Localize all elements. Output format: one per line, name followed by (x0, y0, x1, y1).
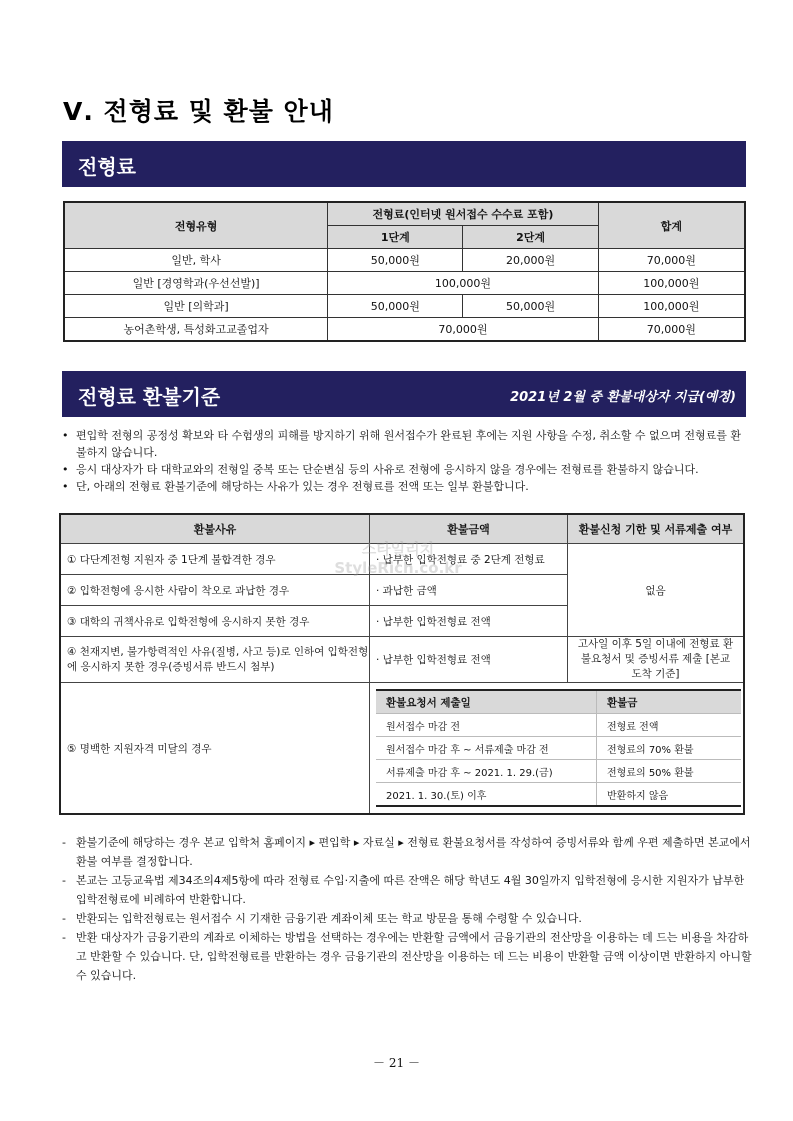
table-row (64, 318, 745, 342)
header-type: 전형유형 (64, 202, 328, 249)
dash-symbol: - (62, 912, 66, 925)
cell-deadline-none: 없음 (568, 544, 745, 637)
cell-reason: ③ 대학의 귀책사유로 입학전형에 응시하지 못한 경우 (60, 606, 370, 637)
table-row (376, 714, 741, 737)
table-row (60, 637, 744, 683)
refund-section-banner (62, 371, 746, 417)
list-item-text: 반환 대상자가 금융기관의 계좌로 이체하는 방법을 선택하는 경우에는 반환할 금액에서 금융기관의 전산망을 이용하는 데 드는 비용을 차감하고 반환할 수 있습니다. 단, 입학전형료를 반환하는 경우 금융기관의 전산망을 이용하는 데 드는 비용이 반환할 금액 이상이면 반환하지 아니할 수 있습니다. (76, 931, 752, 982)
cell-stage2: 50,000원 (463, 295, 598, 318)
list-item (62, 909, 752, 928)
cell-stage1: 50,000원 (328, 295, 463, 318)
list-item (62, 871, 752, 909)
cell-type: 농어촌학생, 특성화고교졸업자 (64, 318, 328, 342)
table-row (64, 295, 745, 318)
list-item-text: 응시 대상자가 타 대학교와의 전형일 중복 또는 단순변심 등의 사유로 전형에 응시하지 않을 경우에는 전형료를 환불하지 않습니다. (76, 463, 699, 476)
table-header-row (60, 514, 744, 544)
cell-amount: · 납부한 입학전형료 중 2단계 전형료 (370, 544, 568, 575)
cell-refund: 반환하지 않음 (597, 783, 742, 807)
refund-policy-list (62, 427, 742, 495)
cell-total: 100,000원 (598, 295, 745, 318)
cell-request-date: 서류제출 마감 후 ~ 2021. 1. 29.(금) (376, 760, 597, 783)
cell-request-date: 원서접수 마감 후 ~ 서류제출 마감 전 (376, 737, 597, 760)
header-stage1: 1단계 (328, 226, 463, 249)
cell-total: 70,000원 (598, 249, 745, 272)
cell-reason: ④ 천재지변, 불가항력적인 사유(질병, 사고 등)로 인하여 입학전형에 응시하지 못한 경우(증빙서류 반드시 첨부) (60, 637, 370, 683)
watermark-line2: StyleRich.co.kr (334, 559, 462, 577)
list-item-text: 본교는 고등교육법 제34조의4제5항에 따라 전형료 수입·지출에 따른 잔액은 해당 학년도 4월 30일까지 입학전형에 응시한 지원자가 납부한 입학전형료에 비례하여 반환합니다. (76, 874, 745, 906)
cell-reason: ⑤ 명백한 지원자격 미달의 경우 (60, 683, 370, 815)
fee-section-title: 전형료 (78, 155, 136, 179)
cell-reason: ① 다단계전형 지원자 중 1단계 불합격한 경우 (60, 544, 370, 575)
table-row (376, 760, 741, 783)
fee-section-banner (62, 141, 746, 187)
dash-symbol: - (62, 874, 66, 887)
dash-symbol: - (62, 836, 66, 849)
header-request-date: 환불요청서 제출일 (376, 690, 597, 714)
header-deadline: 환불신청 기한 및 서류제출 여부 (568, 514, 745, 544)
dash-symbol: - (62, 931, 66, 944)
cell-request-date: 원서접수 마감 전 (376, 714, 597, 737)
cell-type: 일반 [의학과] (64, 295, 328, 318)
table-row (64, 249, 745, 272)
table-row (60, 544, 744, 575)
header-stage2: 2단계 (463, 226, 598, 249)
list-item (62, 928, 752, 985)
table-row (64, 272, 745, 295)
cell-total: 100,000원 (598, 272, 745, 295)
list-item-text: 환불기준에 해당하는 경우 본교 입학처 홈페이지 ▸ 편입학 ▸ 자료실 ▸ 전형료 환불요청서를 작성하여 증빙서류와 함께 우편 제출하면 본교에서 환불 여부를 결정합니다. (76, 836, 751, 868)
list-item (62, 427, 742, 461)
fee-table (63, 201, 746, 342)
list-item-text: 반환되는 입학전형료는 원서접수 시 기재한 금융기관 계좌이체 또는 학교 방문을 통해 수령할 수 있습니다. (76, 912, 582, 925)
cell-request-date: 2021. 1. 30.(토) 이후 (376, 783, 597, 807)
cell-amount: · 과납한 금액 (370, 575, 568, 606)
watermark-line1: 스타일리치 (361, 540, 435, 558)
cell-reason: ② 입학전형에 응시한 사람이 착오로 과납한 경우 (60, 575, 370, 606)
header-amount: 환불금액 (370, 514, 568, 544)
refund-schedule-note: 2021년 2월 중 환불대상자 지급(예정) (510, 390, 736, 405)
cell-refund: 전형료의 70% 환불 (597, 737, 742, 760)
header-refund: 환불금 (597, 690, 742, 714)
header-fee-group: 전형료(인터넷 원서접수 수수료 포함) (328, 202, 599, 226)
cell-stage1: 50,000원 (328, 249, 463, 272)
list-item (62, 461, 742, 478)
bullet-symbol: • (62, 429, 69, 442)
bullet-symbol: • (62, 480, 69, 493)
notes-list (62, 833, 752, 985)
list-item-text: 단, 아래의 전형료 환불기준에 해당하는 사유가 있는 경우 전형료를 전액 또는 일부 환불합니다. (76, 480, 529, 493)
header-reason: 환불사유 (60, 514, 370, 544)
bullet-symbol: • (62, 463, 69, 476)
table-header-row (376, 690, 741, 714)
cell-refund-schedule (370, 683, 745, 815)
table-row (376, 783, 741, 807)
cell-deadline: 고사일 이후 5일 이내에 전형료 환불요청서 및 증빙서류 제출 [본교 도착 기준] (568, 637, 745, 683)
refund-section-title: 전형료 환불기준 (78, 385, 221, 409)
cell-type: 일반, 학사 (64, 249, 328, 272)
cell-type: 일반 [경영학과(우선선발)] (64, 272, 328, 295)
cell-refund: 전형료 전액 (597, 714, 742, 737)
cell-stage2: 20,000원 (463, 249, 598, 272)
table-row (60, 683, 744, 815)
table-header-row (64, 202, 745, 226)
cell-amount: · 납부한 입학전형료 전액 (370, 637, 568, 683)
list-item (62, 833, 752, 871)
cell-total: 70,000원 (598, 318, 745, 342)
cell-refund: 전형료의 50% 환불 (597, 760, 742, 783)
refund-table (59, 513, 745, 815)
page-title: Ⅴ. 전형료 및 환불 안내 (63, 97, 334, 126)
refund-schedule-table (376, 689, 741, 807)
cell-merged-fee: 100,000원 (328, 272, 599, 295)
page-number: － 21 － (373, 1056, 420, 1070)
header-total: 합계 (598, 202, 745, 249)
cell-amount: · 납부한 입학전형료 전액 (370, 606, 568, 637)
table-row (376, 737, 741, 760)
list-item (62, 478, 742, 495)
cell-merged-fee: 70,000원 (328, 318, 599, 342)
list-item-text: 편입학 전형의 공정성 확보와 타 수험생의 피해를 방지하기 위해 원서접수가 완료된 후에는 지원 사항을 수정, 취소할 수 없으며 전형료를 환불하지 않습니다. (76, 429, 741, 459)
